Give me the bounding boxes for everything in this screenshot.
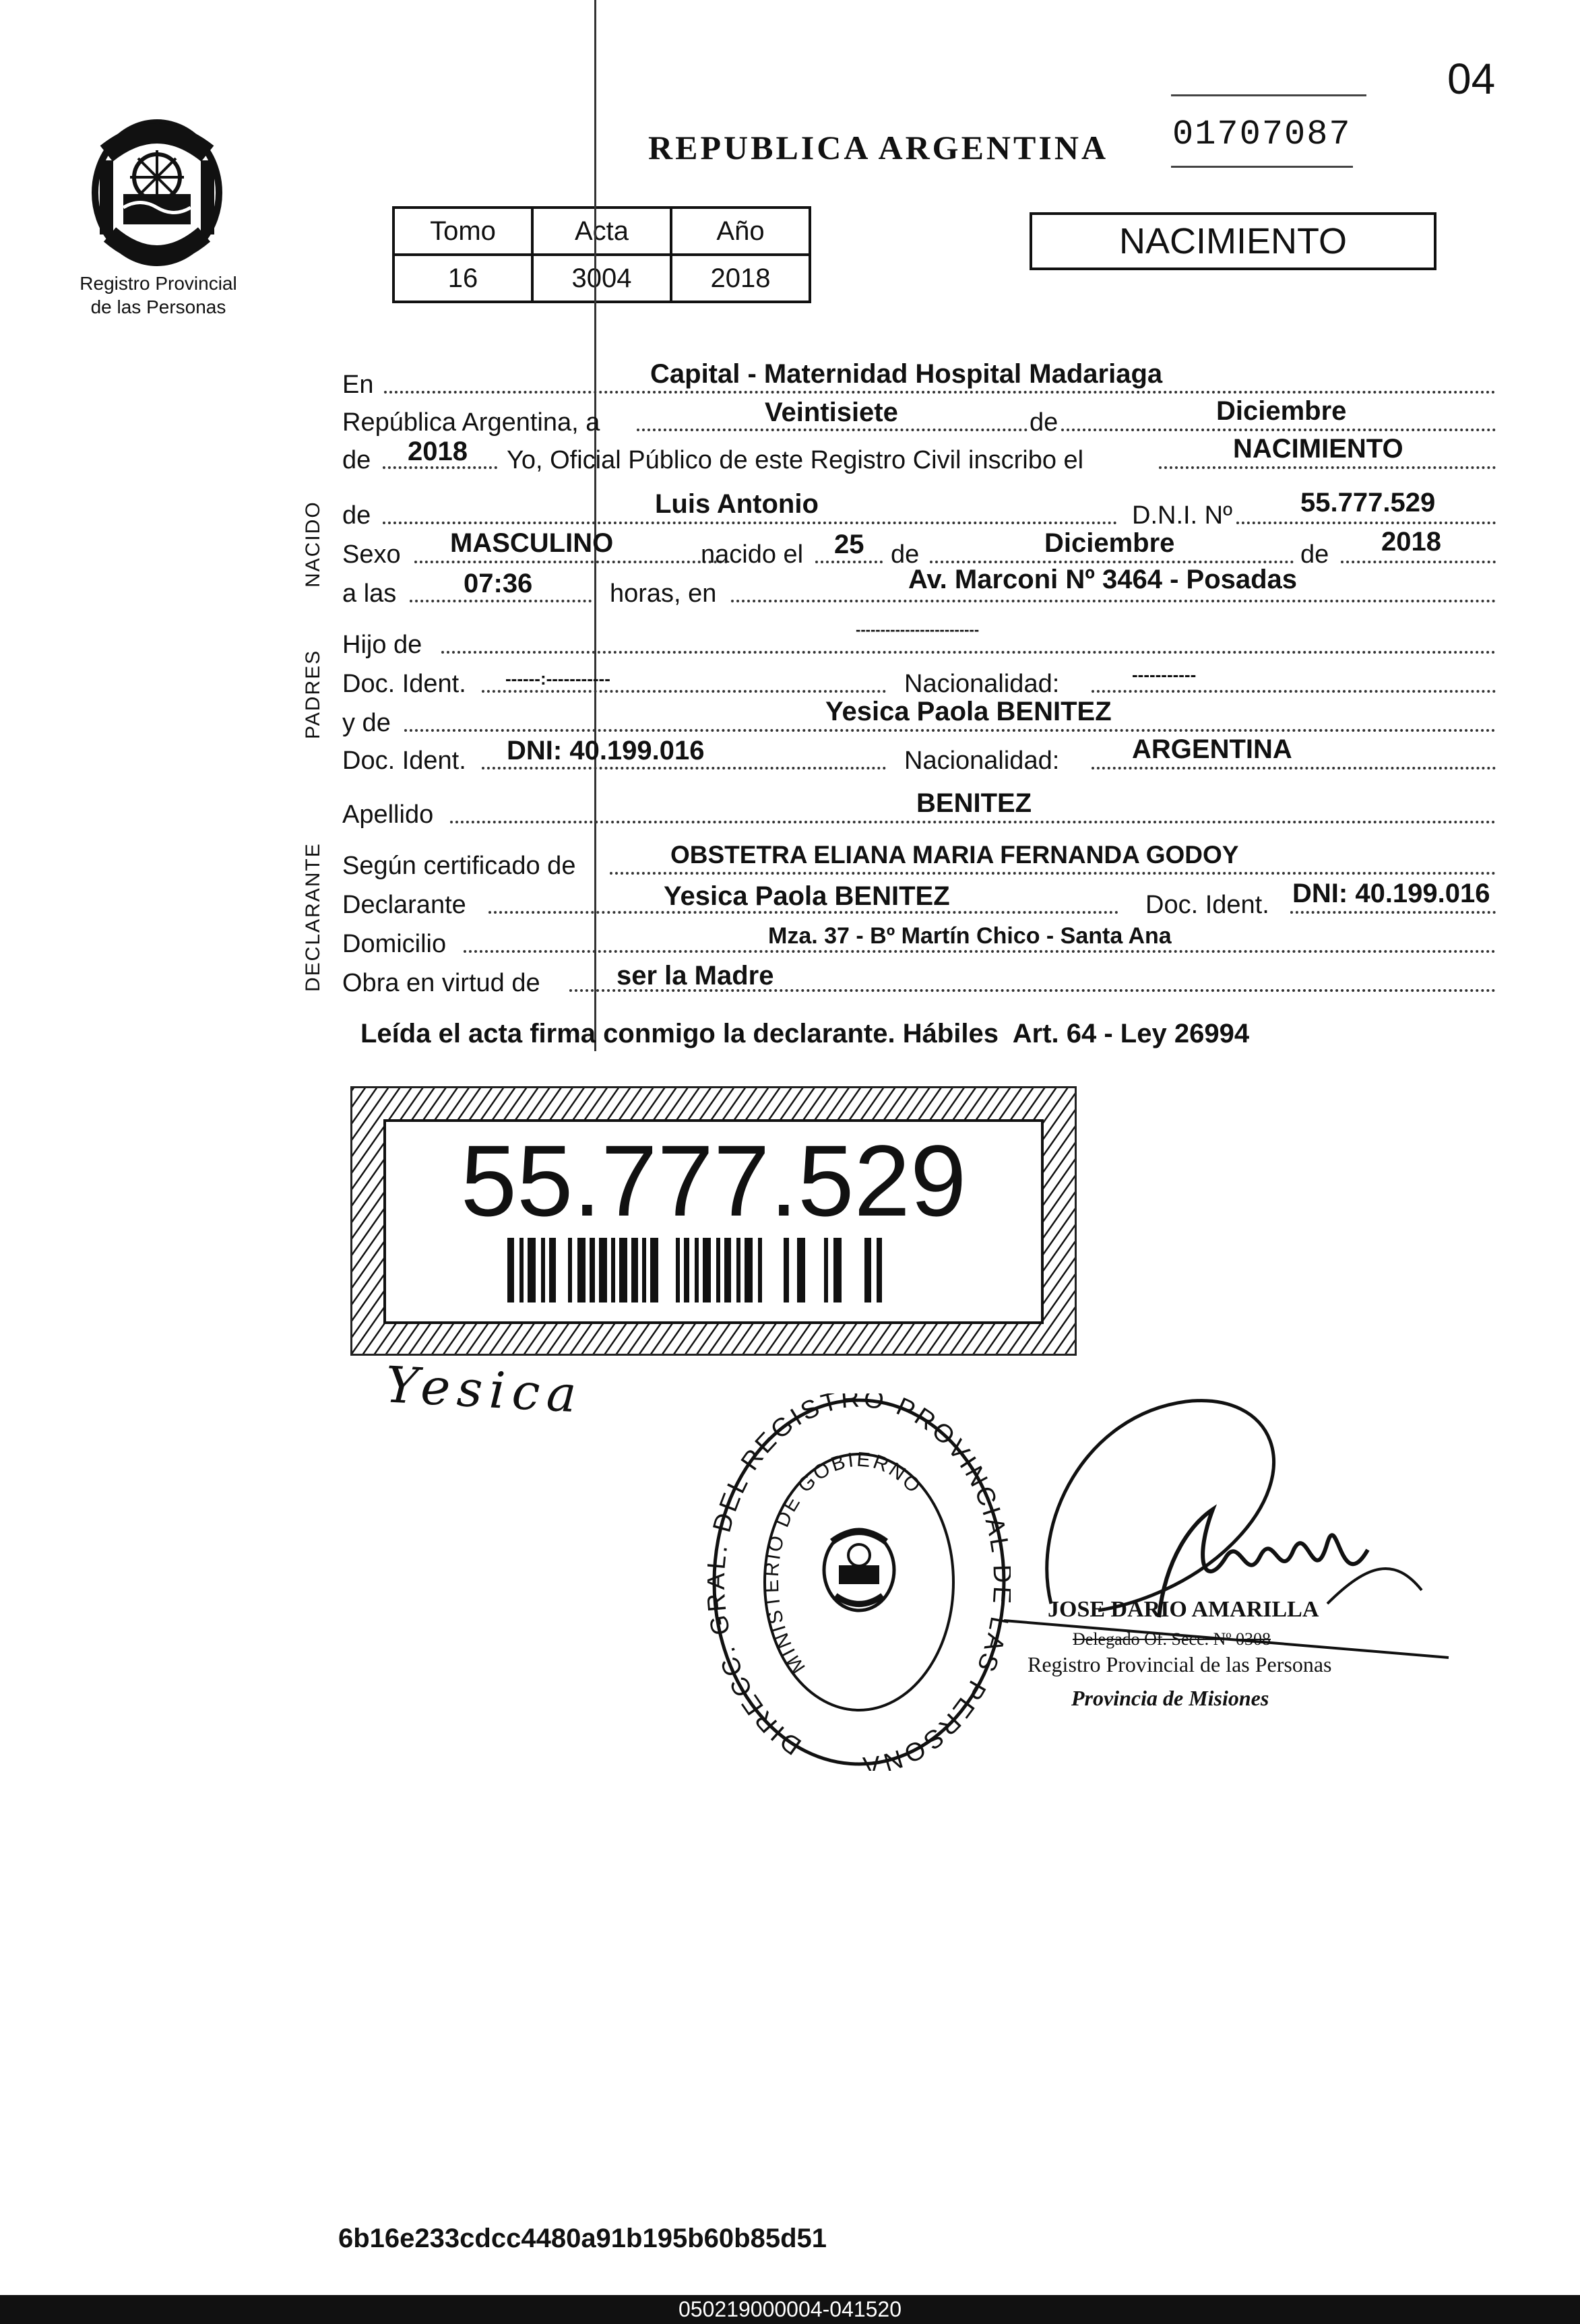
side-label-padres: PADRES xyxy=(302,649,324,739)
value-nombre: Luis Antonio xyxy=(655,489,819,519)
acta-value-acta: 3004 xyxy=(532,255,671,302)
value-anio: 2018 xyxy=(408,437,468,466)
dots-dia xyxy=(637,429,1028,431)
value-apellido: BENITEZ xyxy=(916,788,1032,818)
label-nacionalidad-2: Nacionalidad: xyxy=(904,747,1060,775)
value-dia: Veintisiete xyxy=(765,398,898,427)
issuer-line-1: Registro Provincial xyxy=(80,273,237,294)
dots-declarante xyxy=(488,911,1118,914)
value-certificado: OBSTETRA ELIANA MARIA FERNANDA GODOY xyxy=(670,841,1239,869)
value-madre-doc: DNI: 40.199.016 xyxy=(507,736,705,765)
handwritten-signature xyxy=(990,1388,1462,1671)
acta-value-anio: 2018 xyxy=(671,255,810,302)
acta-header-anio: Año xyxy=(671,208,810,255)
dni-barcode xyxy=(507,1238,925,1302)
dni-sticker xyxy=(350,1086,1077,1356)
label-apellido: Apellido xyxy=(342,800,434,829)
issuer-line-2: de las Personas xyxy=(90,296,226,317)
value-madre-nac: ARGENTINA xyxy=(1132,734,1292,764)
dots-dia-nac xyxy=(815,561,883,563)
dots-acto xyxy=(1159,466,1496,469)
value-declarante: Yesica Paola BENITEZ xyxy=(664,881,950,911)
serial-top-line xyxy=(1171,94,1366,96)
value-sexo: MASCULINO xyxy=(450,528,614,558)
dots-anio-nac xyxy=(1341,561,1496,563)
label-yo-oficial: Yo, Oficial Público de este Registro Civil inscribo el xyxy=(507,446,1084,474)
label-domicilio: Domicilio xyxy=(342,930,447,958)
value-mes-nac: Diciembre xyxy=(1044,528,1175,558)
side-label-nacido: NACIDO xyxy=(302,501,324,588)
label-nacido-el: nacido el xyxy=(701,540,804,569)
dots-hora xyxy=(410,600,592,602)
dots-mes xyxy=(1061,429,1496,431)
dots-certificado xyxy=(610,872,1496,875)
dots-padre-nac xyxy=(1092,690,1496,693)
label-en: En xyxy=(342,371,374,399)
acta-table xyxy=(392,206,811,303)
label-de-anio-nac: de xyxy=(1300,540,1329,569)
side-label-declarante: DECLARANTE xyxy=(302,842,324,992)
acta-value-tomo: 16 xyxy=(393,255,532,302)
value-padre-doc: ------:----------- xyxy=(505,668,610,689)
label-doc-ident-2: Doc. Ident. xyxy=(342,747,466,775)
signature-title: Delegado Of. Secc. Nº 0308 xyxy=(1073,1629,1271,1649)
label-sexo: Sexo xyxy=(342,540,401,569)
dni-sticker-number: 55.777.529 xyxy=(460,1124,967,1237)
label-de-mes: de xyxy=(1030,408,1058,437)
document-type-box: NACIMIENTO xyxy=(1030,212,1436,270)
dots-nombre xyxy=(383,522,1117,524)
official-stamp xyxy=(707,1393,1011,1771)
stamp-crest-icon xyxy=(824,1530,894,1610)
value-declarante-doc: DNI: 40.199.016 xyxy=(1292,879,1490,908)
fold-line xyxy=(594,0,596,1051)
dots-madre xyxy=(404,729,1496,732)
label-declarante: Declarante xyxy=(342,891,466,919)
footer-bar xyxy=(0,2295,1580,2324)
dots-apellido xyxy=(450,821,1496,823)
label-obra: Obra en virtud de xyxy=(342,969,540,997)
header-title: REPUBLICA ARGENTINA xyxy=(648,129,1109,166)
dots-madre-doc xyxy=(482,767,886,770)
acta-header-acta: Acta xyxy=(532,208,671,255)
acta-header-tomo: Tomo xyxy=(393,208,532,255)
stamp-inner-text: MINISTERIO DE GOBIERNO xyxy=(760,1448,926,1678)
label-doc-ident-1: Doc. Ident. xyxy=(342,670,466,698)
label-nacionalidad-1: Nacionalidad: xyxy=(904,670,1060,698)
label-doc-ident-3: Doc. Ident. xyxy=(1145,891,1269,919)
label-de-anio: de xyxy=(342,446,371,474)
value-padre-nac: ----------- xyxy=(1132,664,1197,685)
serial-number: 01707087 xyxy=(1172,115,1352,154)
document-hash: 6b16e233cdcc4480a91b195b60b85d51 xyxy=(338,2224,827,2253)
signature-line-3: Registro Provincial de las Personas xyxy=(1028,1652,1332,1676)
dots-padre xyxy=(441,651,1496,654)
province-crest-logo xyxy=(80,113,234,268)
stamp-outer-text: DIRECC. DEL REGISTRO PROVINCIA LAS PERSONA xyxy=(707,1393,1011,1771)
dots-en xyxy=(384,391,1496,394)
label-segun: Según certificado de xyxy=(342,852,576,880)
dots-domicilio-nac xyxy=(731,600,1496,602)
dots-domicilio xyxy=(464,950,1496,953)
signature-name: JOSE DARIO AMARILLA xyxy=(1048,1597,1319,1622)
label-horas-en: horas, en xyxy=(610,579,717,608)
handwritten-name: Yesica xyxy=(383,1356,585,1424)
dots-declarante-doc xyxy=(1290,911,1496,914)
closing-text: Leída el acta firma conmigo la declarante. Hábiles Art. 64 - Ley 26994 xyxy=(360,1019,1250,1048)
value-hora: 07:36 xyxy=(464,569,533,598)
value-obra: ser la Madre xyxy=(617,961,774,991)
value-domicilio: Mza. 37 - Bº Martín Chico - Santa Ana xyxy=(768,923,1172,949)
label-republica: República Argentina, a xyxy=(342,408,600,437)
value-acto: NACIMIENTO xyxy=(1233,434,1403,464)
page-number: 04 xyxy=(1447,55,1496,103)
label-a-las: a las xyxy=(342,579,397,608)
label-dni: D.N.I. Nº xyxy=(1132,501,1232,530)
dots-padre-doc xyxy=(482,690,886,693)
dots-dni xyxy=(1236,522,1496,524)
dots-anio xyxy=(383,466,497,469)
value-domicilio-nac: Av. Marconi Nº 3464 - Posadas xyxy=(908,565,1298,594)
value-mes: Diciembre xyxy=(1216,396,1347,426)
dots-mes-nac xyxy=(930,561,1294,563)
dots-sexo xyxy=(414,561,728,563)
value-lugar: Capital - Maternidad Hospital Madariaga xyxy=(650,359,1163,389)
label-de-mes-nac: de xyxy=(891,540,920,569)
value-madre: Yesica Paola BENITEZ xyxy=(825,697,1112,726)
value-anio-nac: 2018 xyxy=(1381,527,1441,557)
value-dia-nac: 25 xyxy=(834,530,864,559)
value-dni: 55.777.529 xyxy=(1300,488,1436,517)
serial-bottom-line xyxy=(1171,166,1353,168)
label-hijo-de: Hijo de xyxy=(342,631,422,659)
signature-line-4: Provincia de Misiones xyxy=(1071,1686,1269,1710)
value-padre: ------------------------- xyxy=(856,621,980,638)
label-de-nombre: de xyxy=(342,501,371,530)
footer-code: 050219000004-041520 xyxy=(678,2297,902,2321)
dots-madre-nac xyxy=(1092,767,1496,770)
label-y-de: y de xyxy=(342,709,391,737)
